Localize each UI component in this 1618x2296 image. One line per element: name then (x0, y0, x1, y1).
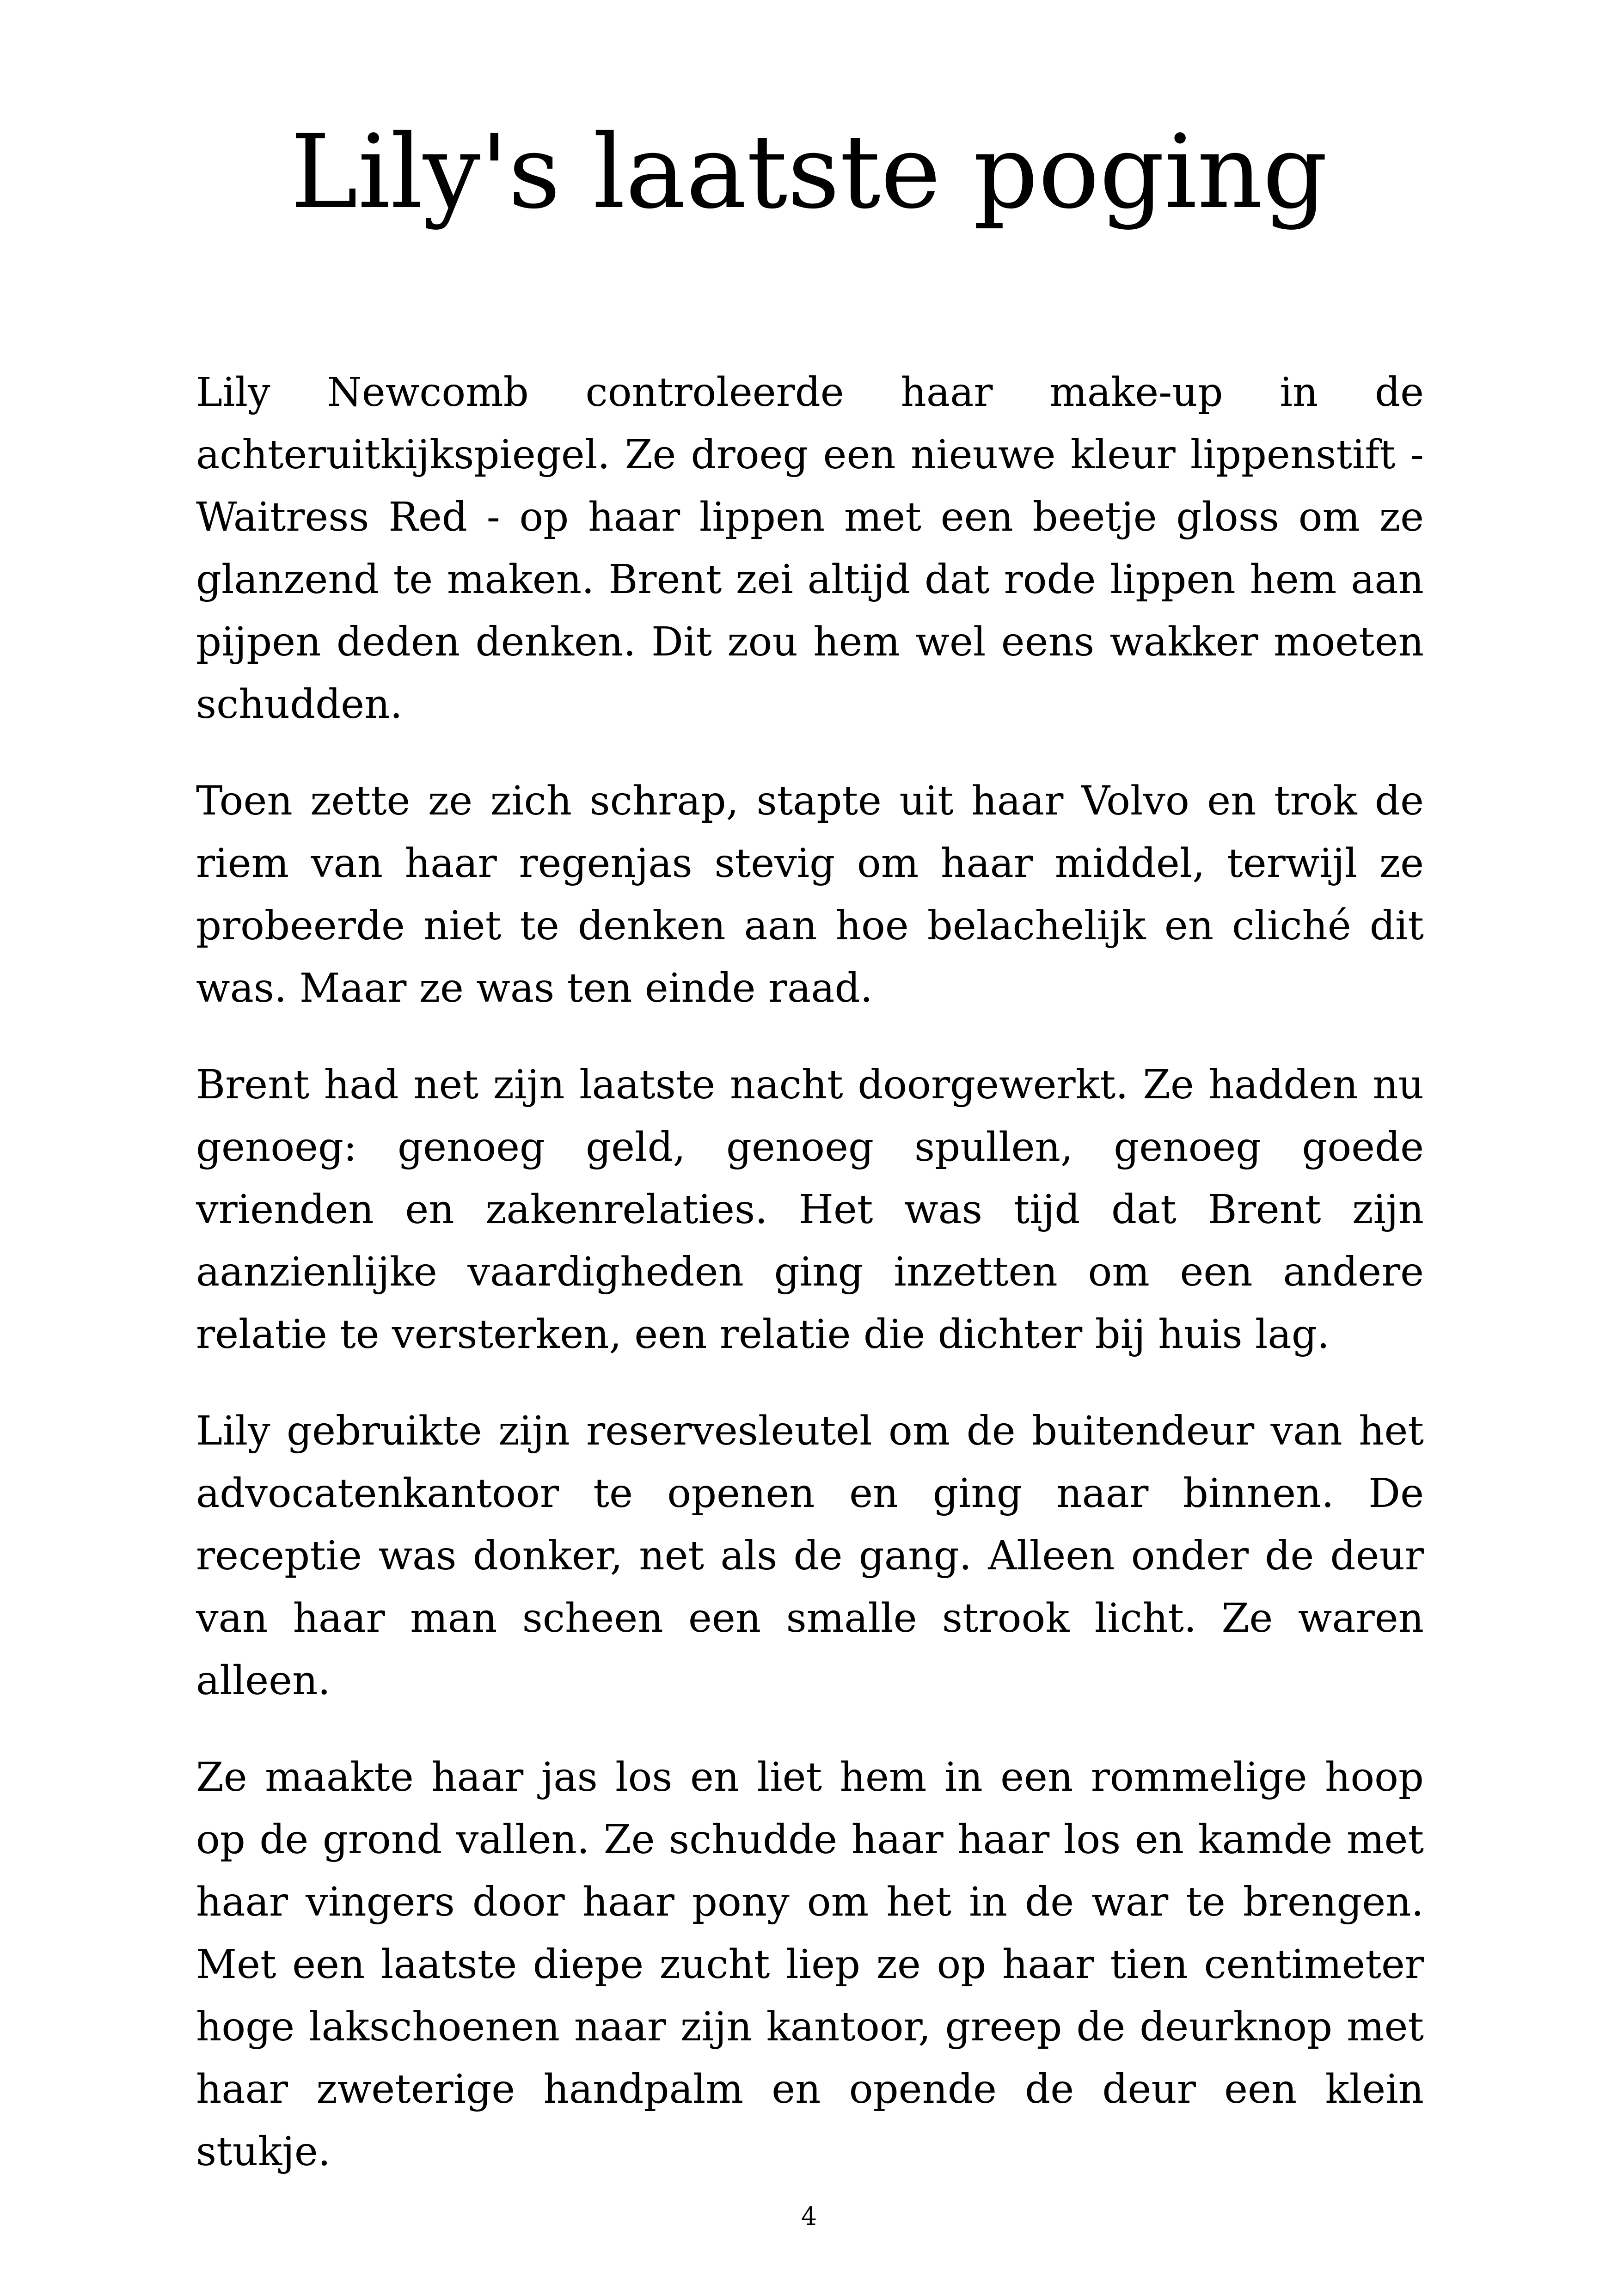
body-text (196, 361, 1424, 2217)
page-number: 4 (801, 2202, 817, 2231)
paragraph-2: Toen zette ze zich schrap, stapte uit haar Volvo en trok de riem van haar regenjas stevig om haar middel, terwijl ze probeerde niet te denken aan hoe belachelijk en cliché dit was. Maar ze was ten einde raad. (196, 778, 1424, 1011)
paragraph-4: Lily gebruikte zijn reservesleutel om de buitendeur van het advocatenkantoor te openen en ging naar binnen. De receptie was donker, net als de gang. Alleen onder de deur van haar man scheen een smalle strook licht. Ze waren alleen. (196, 1408, 1424, 1704)
paragraph-5: Ze maakte haar jas los en liet hem in een rommelige hoop op de grond vallen. Ze schudde haar haar los en kamde met haar vingers door haar pony om het in de war te brengen. Met een laatste diepe zucht liep ze op haar tien centimeter hoge lakschoenen naar zijn kantoor, greep de deurknop met haar zweterige handpalm en opende de deur een klein stukje. (196, 1754, 1424, 2175)
paragraph-1: Lily Newcomb controleerde haar make-up in de achteruitkijkspiegel. Ze droeg een nieuwe kleur lippenstift - Waitress Red - op haar lippen met een beetje gloss om ze glanzend te maken. Brent zei altijd dat rode lippen hem aan pijpen deden denken. Dit zou hem wel eens wakker moeten schudden. (196, 369, 1424, 728)
paragraph-3: Brent had net zijn laatste nacht doorgewerkt. Ze hadden nu genoeg: genoeg geld, genoeg spullen, genoeg goede vrienden en zakenrelaties. Het was tijd dat Brent zijn aanzienlijke vaardigheden ging inzetten om een andere relatie te versterken, een relatie die dichter bij huis lag. (196, 1062, 1424, 1358)
page-title: Lily's laatste poging (290, 113, 1328, 231)
